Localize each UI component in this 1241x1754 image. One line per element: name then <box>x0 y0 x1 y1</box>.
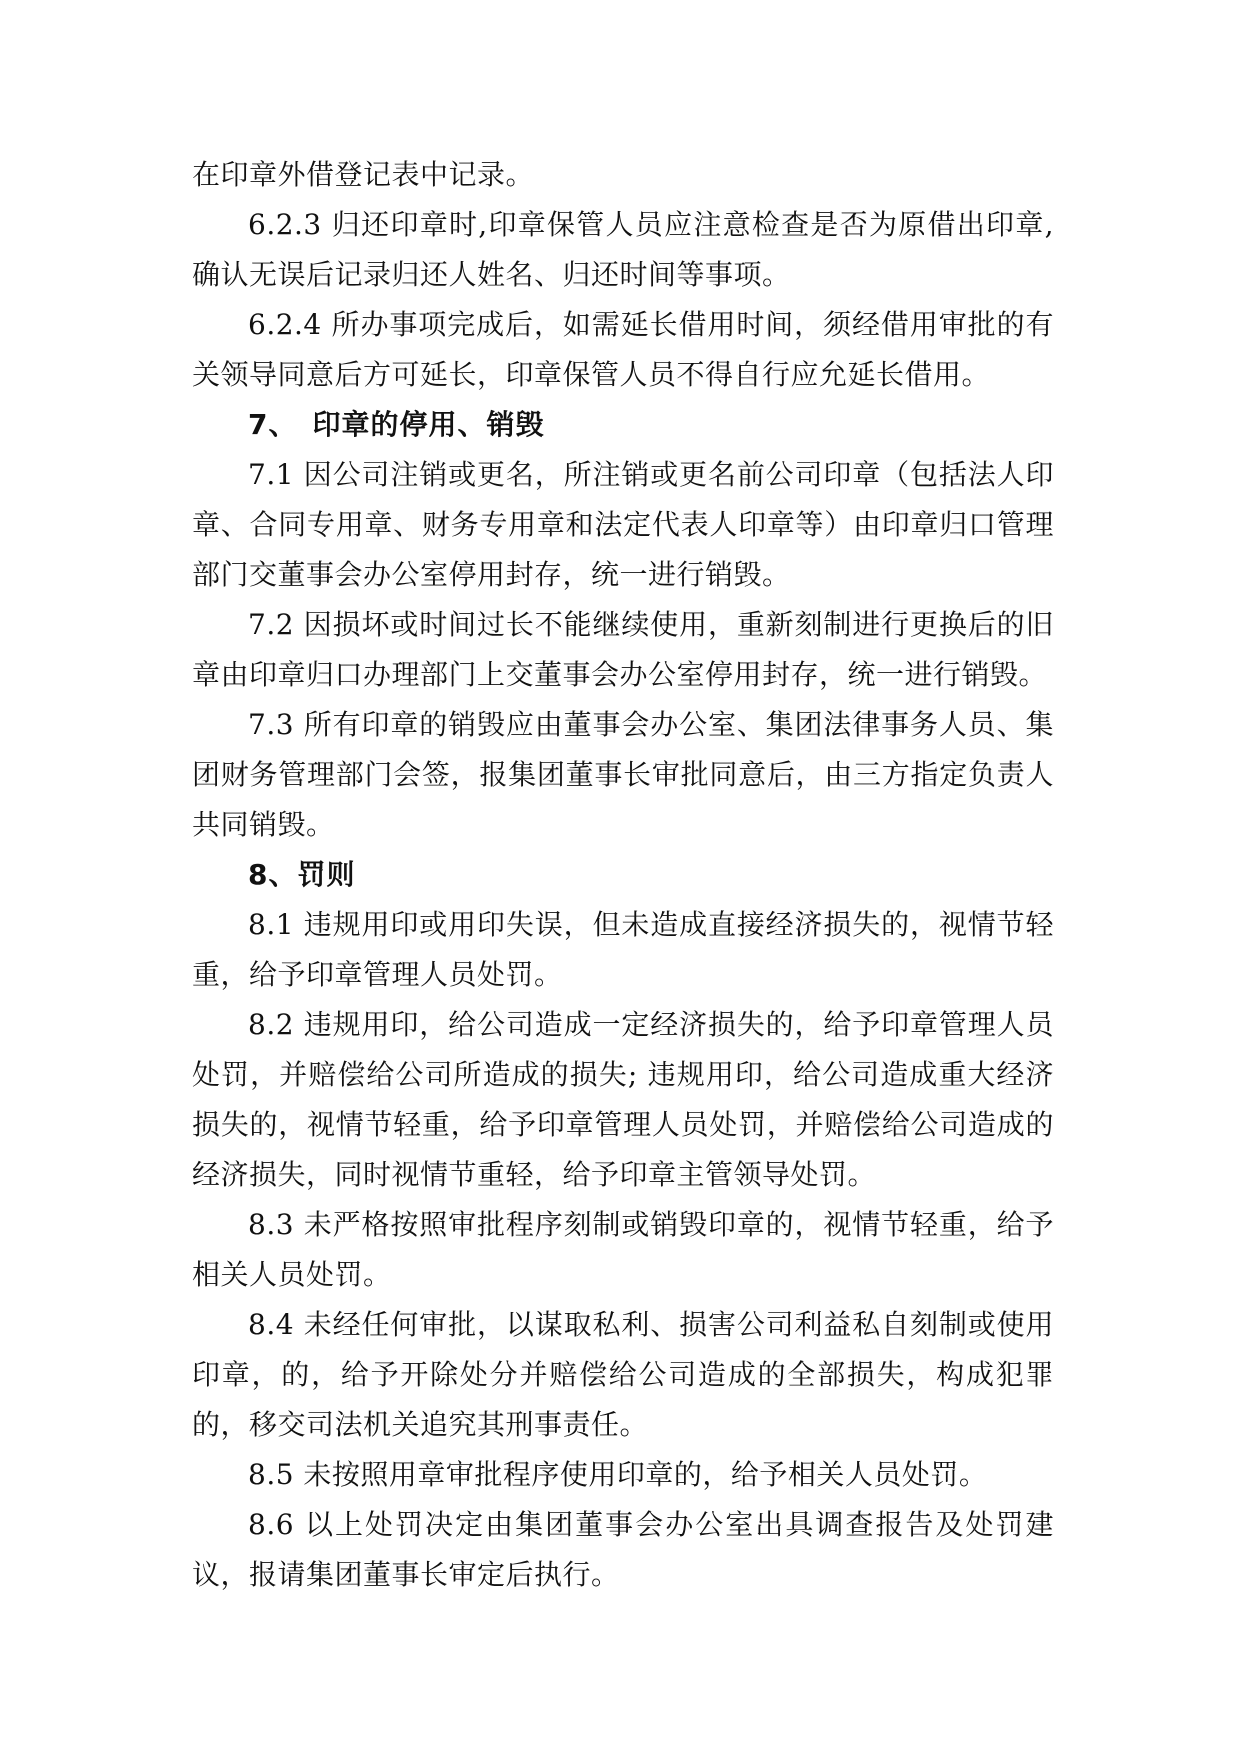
paragraph-8-2: 8.2 违规用印，给公司造成一定经济损失的，给予印章管理人员处罚，并赔偿给公司所造成的损失; 违规用印，给公司造成重大经济损失的，视情节轻重，给予印章管理人员处罚，并赔偿给公司造成的经济损失，同时视情节重轻，给予印章主管领导处罚。 <box>192 1008 1054 1191</box>
paragraph-8-4: 8.4 未经任何审批，以谋取私利、损害公司利益私自刻制或使用印章，的，给予开除处分并赔偿给公司造成的全部损失，构成犯罪的，移交司法机关追究其刑事责任。 <box>192 1308 1054 1441</box>
paragraph-7-2: 7.2 因损坏或时间过长不能继续使用，重新刻制进行更换后的旧章由印章归口办理部门上交董事会办公室停用封存，统一进行销毁。 <box>192 608 1054 691</box>
paragraph-8-6: 8.6 以上处罚决定由集团董事会办公室出具调查报告及处罚建议，报请集团董事长审定后执行。 <box>192 1508 1054 1591</box>
paragraph-8-1: 8.1 违规用印或用印失误，但未造成直接经济损失的，视情节轻重，给予印章管理人员处罚。 <box>192 908 1054 991</box>
section-heading-8: 8、罚则 <box>248 858 356 891</box>
section-heading-7: 7、 印章的停用、销毁 <box>248 408 545 441</box>
paragraph-8-3: 8.3 未严格按照审批程序刻制或销毁印章的，视情节轻重，给予相关人员处罚。 <box>192 1208 1054 1291</box>
paragraph-6-2-4: 6.2.4 所办事项完成后，如需延长借用时间，须经借用审批的有关领导同意后方可延长，印章保管人员不得自行应允延长借用。 <box>192 308 1054 391</box>
paragraph-7-1: 7.1 因公司注销或更名，所注销或更名前公司印章（包括法人印章、合同专用章、财务专用章和法定代表人印章等）由印章归口管理部门交董事会办公室停用封存，统一进行销毁。 <box>192 458 1054 591</box>
paragraph-7-3: 7.3 所有印章的销毁应由董事会办公室、集团法律事务人员、集团财务管理部门会签，报集团董事长审批同意后，由三方指定负责人共同销毁。 <box>192 708 1054 841</box>
paragraph-8-5: 8.5 未按照用章审批程序使用印章的，给予相关人员处罚。 <box>248 1458 988 1491</box>
document-body <box>192 150 1054 1600</box>
paragraph-6-2-3: 6.2.3 归还印章时,印章保管人员应注意检查是否为原借出印章,确认无误后记录归还人姓名、归还时间等事项。 <box>192 208 1054 291</box>
paragraph-continuation: 在印章外借登记表中记录。 <box>192 158 535 191</box>
